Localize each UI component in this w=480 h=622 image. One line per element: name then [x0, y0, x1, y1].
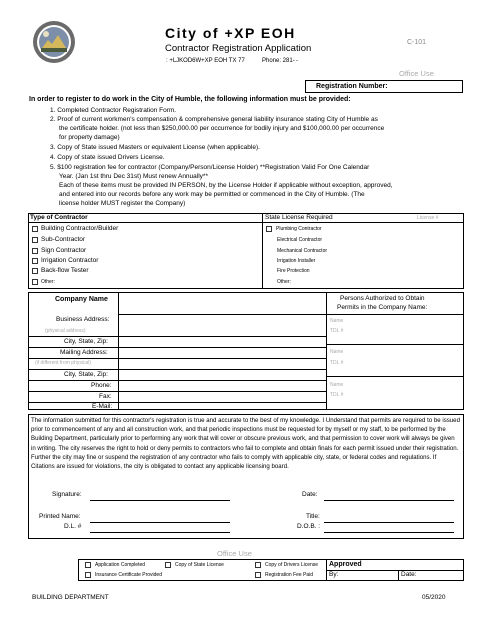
form-subtitle: Contractor Registration Application	[165, 43, 312, 54]
person-name-label: Name	[330, 349, 344, 355]
registration-fee-label: Registration Fee Paid	[265, 572, 314, 578]
business-address-field[interactable]	[120, 315, 324, 335]
contractor-type-label: Irrigation Contractor	[41, 257, 99, 264]
license-label: Plumbing Contractor	[276, 226, 322, 232]
email-field[interactable]	[120, 403, 324, 409]
signature-label: Signature:	[52, 491, 82, 498]
city-seal	[32, 20, 76, 64]
city-phone: Phone: 281-	[262, 58, 295, 64]
company-name-field[interactable]	[120, 294, 324, 313]
license-label: Other:	[277, 279, 291, 285]
requirement-line: 4. Copy of state issued Drivers License.	[50, 154, 165, 161]
application-completed-checkbox[interactable]	[85, 562, 91, 568]
requirement-line: license holder MUST register the Company)	[59, 200, 186, 207]
registration-number-label: Registration Number:	[316, 83, 388, 90]
business-address-label: Business Address:	[56, 316, 110, 323]
persons-authorized-header: Persons Authorized to Obtain	[340, 295, 425, 302]
requirement-line: 5. $100 registration fee for contractor (Company/Person/License Holder) **Registration Valid For One Calendar	[50, 164, 370, 171]
requirement-line: Year. (Jan 1st thru Dec 31st) Must renew Annually**	[59, 173, 208, 180]
contractor-type-checkbox[interactable]	[32, 258, 38, 264]
requirement-line: 3. Copy of State issued Masters or equivalent License (when applicable).	[50, 144, 260, 151]
certification-text: The information submitted for this contractor's registration is true and accurate to the best of my knowledge. I Understand that permits are required to be issued prior to commencement of any and all construction work, and that periodic inspections must be requested for by myself or my staff, to be performed by the Building Department, particularly prior to performing any work that will cover or obscure previous work, and that permission to cover work will always be given in writing. The city reserves the right to hold or deny permits to contractors who fail to complete and obtain finals for each permit issued under their registration. Further the city may fine or suspend the registration of any contractor who fails to comply with applicable city, state, or federal codes and regulations. If Citations are issued for violations, the city is obligated to contact any applicable licensing board.	[31, 417, 460, 471]
form-number: C-101	[407, 39, 427, 46]
fax-label: Fax:	[99, 393, 112, 400]
license-checkbox[interactable]	[266, 226, 272, 232]
contractor-type-checkbox[interactable]	[32, 237, 38, 243]
mailing-address-field[interactable]	[120, 348, 324, 357]
city-state-zip-label-2: City, State, Zip:	[64, 371, 108, 378]
drivers-license-copy-label: Copy of Drivers License	[265, 562, 319, 568]
title-line[interactable]	[324, 522, 454, 523]
printed-name-line[interactable]	[90, 522, 230, 523]
requirement-line: the certificate holder. (not less than $250,000.00 per occurrence for bodily injury and $100,000.00 per occurrence	[59, 125, 385, 132]
requirement-line: Each of these items must be provided IN PERSON, by the License Holder if applicable without exception, approved,	[59, 182, 393, 189]
approved-by-label: By:	[329, 571, 339, 578]
registration-fee-checkbox[interactable]	[255, 572, 261, 578]
person-tdl-label: TDL #	[330, 328, 344, 334]
title-label: Title:	[306, 513, 320, 520]
license-label: Mechanical Contractor	[277, 248, 328, 254]
mailing-address-label: Mailing Address:	[60, 349, 108, 356]
application-completed-label: Application Completed	[95, 562, 146, 568]
different-address-hint: (if different from physical)	[35, 360, 92, 366]
requirement-line: 1. Completed Contractor Registration Form.	[50, 107, 177, 114]
requirement-line: for property damage)	[59, 134, 120, 141]
approved-date-label: Date:	[401, 571, 417, 578]
contractor-type-header: Type of Contractor	[30, 214, 88, 221]
city-state-zip-field[interactable]	[120, 337, 324, 346]
fax-field[interactable]	[120, 392, 324, 401]
license-label: Irrigation Installer	[277, 258, 316, 264]
contractor-type-label: Building Contractor/Builder	[41, 225, 119, 232]
mailing-city-state-zip-field[interactable]	[120, 370, 324, 379]
person-tdl-label: TDL #	[330, 392, 344, 398]
signature-line[interactable]	[90, 500, 230, 501]
city-state-zip-label: City, State, Zip:	[64, 338, 108, 345]
printed-name-label: Printed Name:	[39, 513, 81, 520]
physical-address-hint: (physical address)	[45, 328, 86, 334]
drivers-license-copy-checkbox[interactable]	[255, 562, 261, 568]
dl-label: D.L. #	[64, 523, 82, 530]
person-name-label: Name	[330, 382, 344, 388]
footer-department: BUILDING DEPARTMENT	[32, 594, 109, 601]
dl-line[interactable]	[90, 532, 230, 533]
contractor-type-checkbox[interactable]	[32, 248, 38, 254]
office-use-label: Office Use	[217, 549, 252, 558]
contractor-type-label: Back-flow Tester	[41, 267, 89, 274]
license-label: Electrical Contractor	[277, 237, 323, 243]
contractor-type-label: Sign Contractor	[41, 247, 87, 254]
insurance-certificate-checkbox[interactable]	[85, 572, 91, 578]
contractor-type-checkbox[interactable]	[32, 268, 38, 274]
requirement-line: and entered into our records before any work may be permitted or commenced in the City of Humble. (The	[59, 191, 365, 198]
contractor-type-label: Other:	[41, 279, 55, 285]
company-name-label: Company Name	[55, 296, 108, 303]
city-address: : +LJKOD6W+XP EOH TX 77	[166, 58, 245, 64]
signature-date-label: Date:	[302, 491, 318, 498]
contractor-type-checkbox[interactable]	[32, 226, 38, 232]
phone-label: Phone:	[91, 382, 112, 389]
license-label: Fire Protection	[277, 268, 310, 274]
requirement-line: 2. Proof of current workmen's compensation & comprehensive general liability insurance stating City of Humble as	[50, 116, 378, 123]
approved-label: Approved	[329, 561, 362, 568]
contractor-type-checkbox[interactable]	[32, 279, 38, 285]
state-license-copy-label: Copy of State License	[175, 562, 224, 568]
requirements-intro: In order to register to do work in the City of Humble, the following information must be provided:	[29, 96, 351, 103]
persons-authorized-header-2: Permits in the Company Name:	[337, 304, 428, 311]
phone-field[interactable]	[120, 381, 324, 390]
state-license-header: State License Required	[265, 214, 333, 221]
email-label: E-Mail:	[92, 403, 113, 410]
footer-date: 05/2020	[422, 594, 446, 601]
insurance-certificate-label: Insurance Certificate Provided	[95, 572, 162, 578]
person-tdl-label: TDL #	[330, 360, 344, 366]
person-name-label: Name	[330, 318, 344, 324]
office-use-header: Office Use	[399, 69, 434, 78]
city-title: City of +XP EOH	[165, 25, 296, 41]
license-number-header: License #	[417, 215, 439, 221]
state-license-copy-checkbox[interactable]	[165, 562, 171, 568]
dob-label: D.O.B. :	[297, 523, 321, 530]
dob-line[interactable]	[324, 532, 454, 533]
city-phone-suffix: -	[296, 58, 298, 64]
contractor-type-label: Sub-Contractor	[41, 236, 86, 243]
signature-date-line[interactable]	[324, 500, 454, 501]
